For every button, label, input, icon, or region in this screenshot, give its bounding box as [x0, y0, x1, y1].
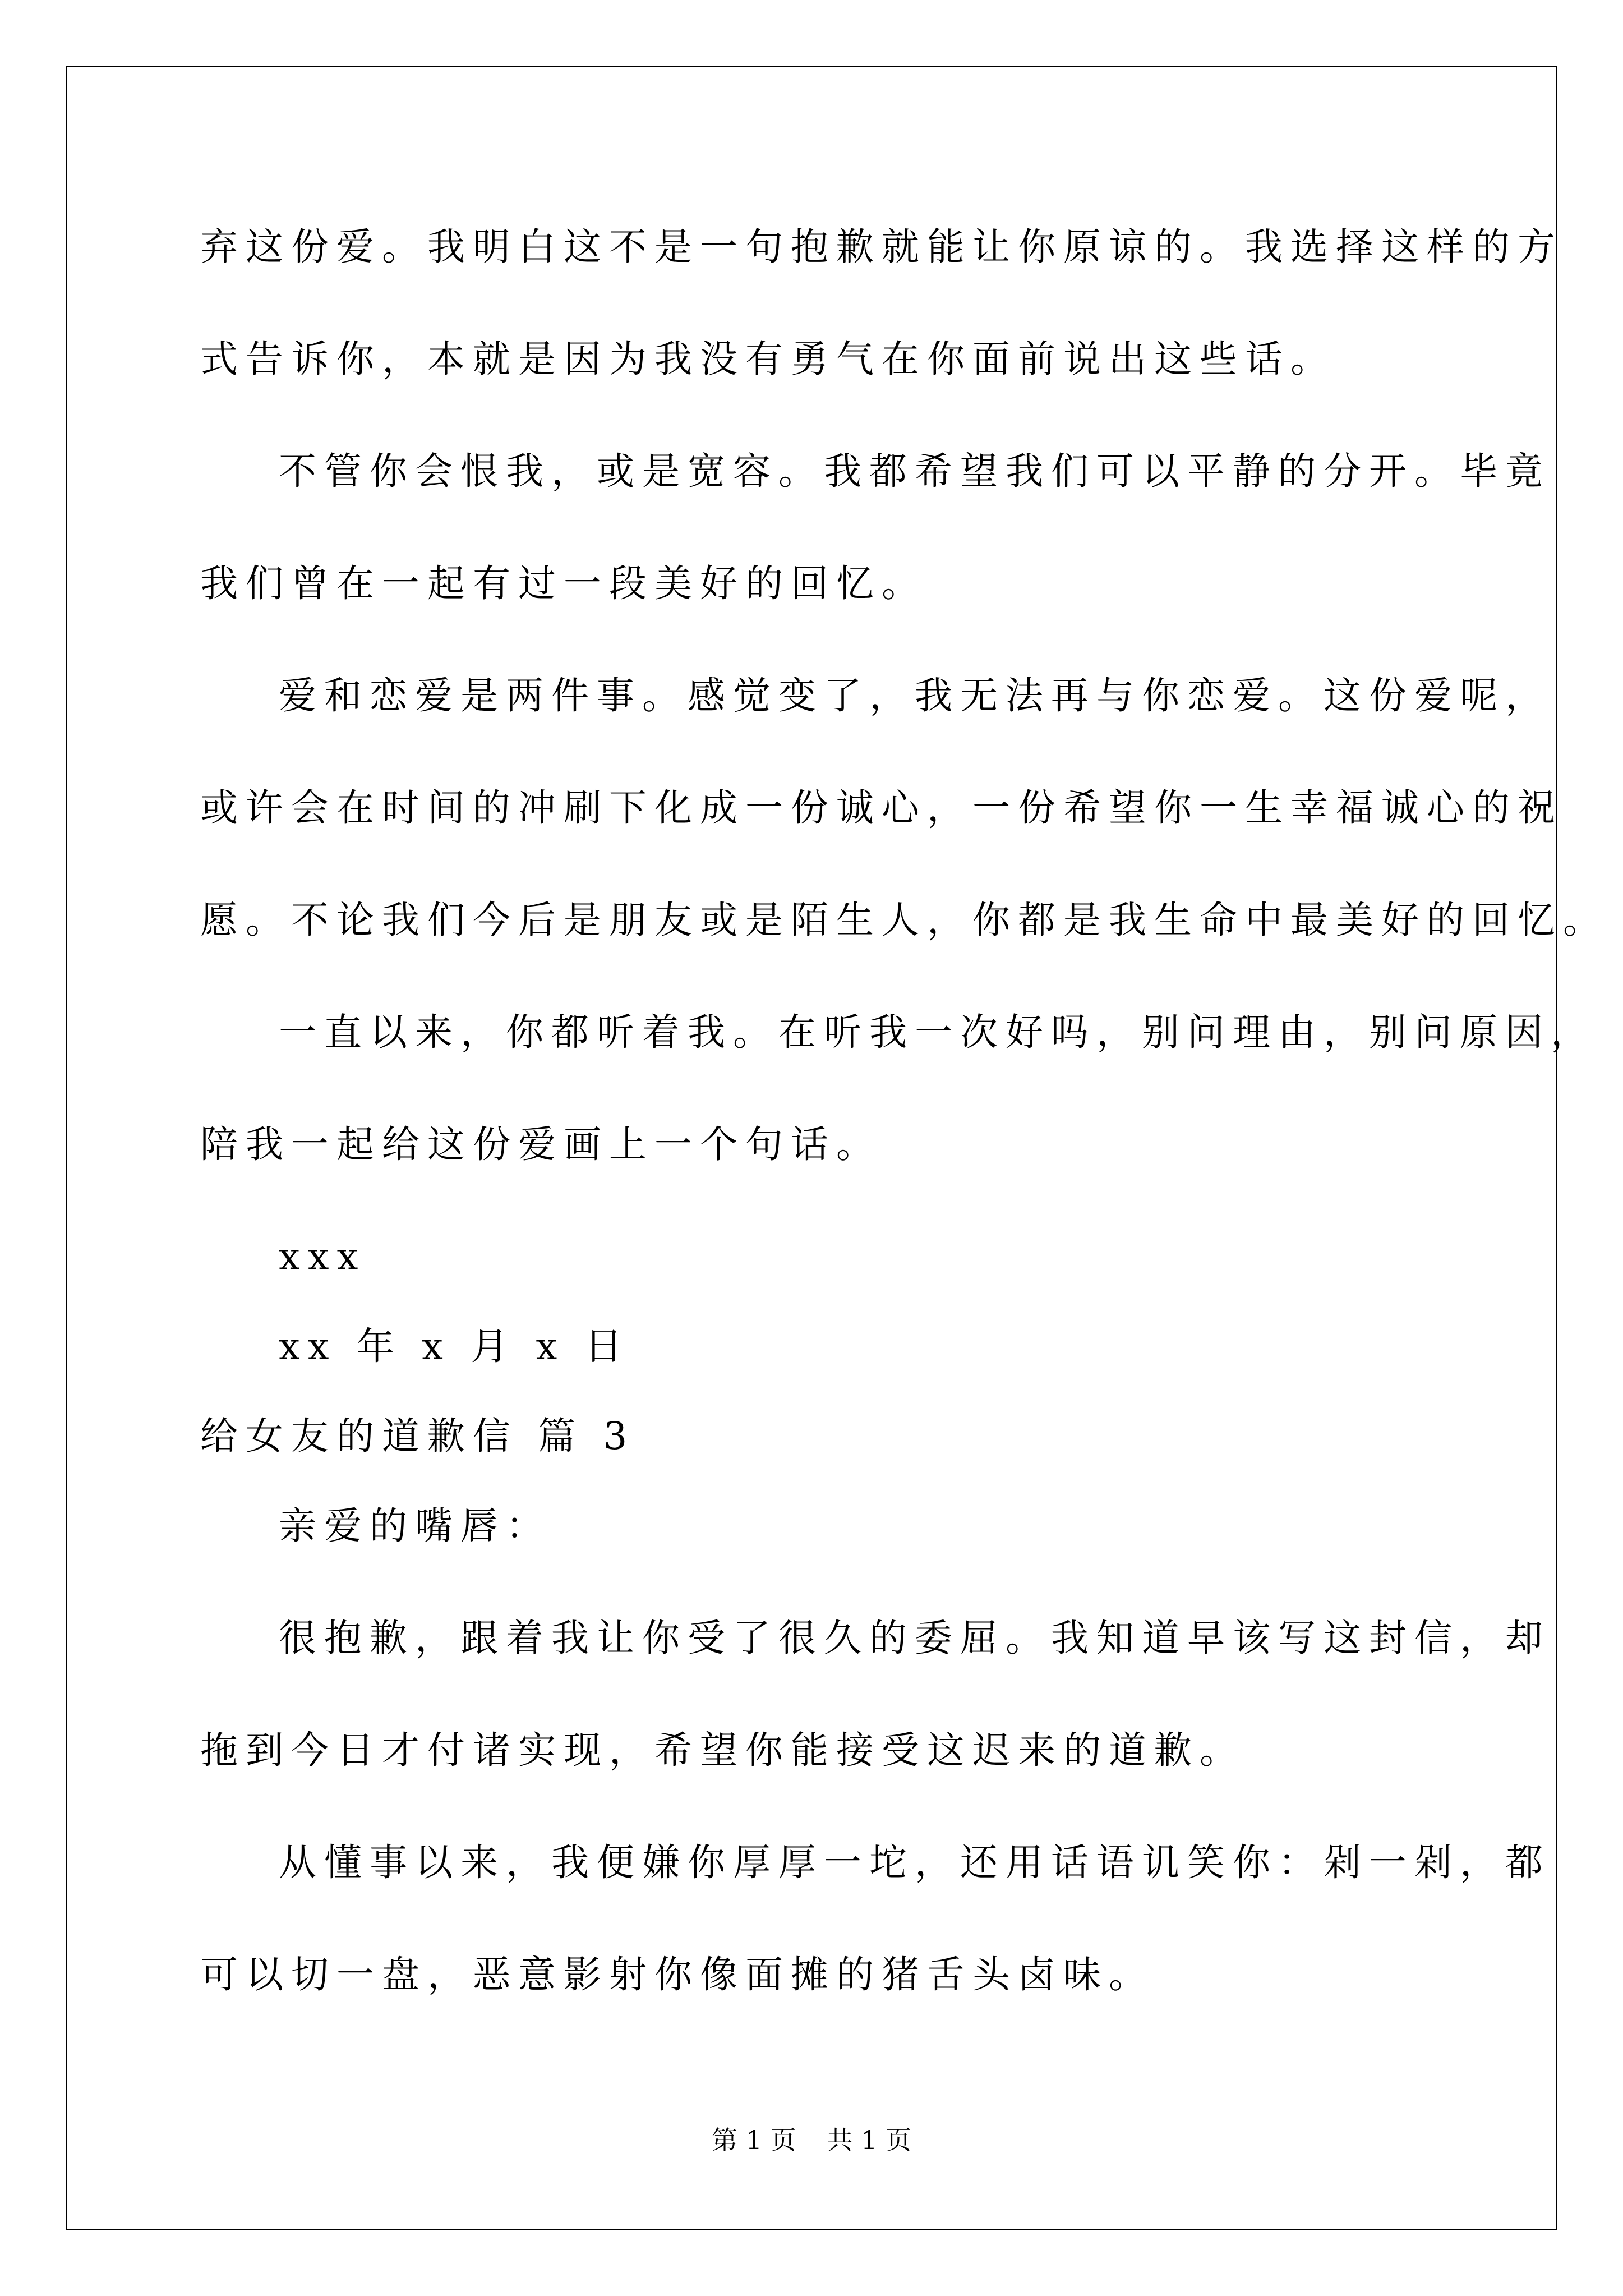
- text-line: 一直以来，你都听着我。在听我一次好吗，别问理由，别问原因，: [279, 1010, 1596, 1054]
- text-line: 陪我一起给这份爱画上一个句话。: [200, 1122, 882, 1166]
- text-line: 式告诉你，本就是因为我没有勇气在你面前说出这些话。: [200, 337, 1336, 381]
- page-total: 共 1 页: [827, 2125, 912, 2155]
- text-line: 或许会在时间的冲刷下化成一份诚心，一份希望你一生幸福诚心的祝: [200, 786, 1563, 830]
- text-line: 拖到今日才付诸实现，希望你能接受这迟来的道歉。: [200, 1728, 1245, 1772]
- text-line: 弃这份爱。我明白这不是一句抱歉就能让你原谅的。我选择这样的方: [200, 225, 1563, 269]
- text-line: 可以切一盘，恶意影射你像面摊的猪舌头卤味。: [200, 1953, 1154, 1996]
- text-line: 从懂事以来，我便嫌你厚厚一坨，还用话语讥笑你：剁一剁，都: [279, 1841, 1551, 1884]
- text-line: 爱和恋爱是两件事。感觉变了，我无法再与你恋爱。这份爱呢，: [279, 674, 1551, 717]
- text-line: 我们曾在一起有过一段美好的回忆。: [200, 562, 927, 605]
- salutation: 亲爱的嘴唇：: [279, 1504, 551, 1548]
- date-line: xx 年 x 月 x 日: [279, 1324, 630, 1368]
- letter-body: [200, 216, 1608, 2056]
- text-line: 不管你会恨我，或是宽容。我都希望我们可以平静的分开。毕竟: [279, 449, 1551, 493]
- text-line: 愿。不论我们今后是朋友或是陌生人，你都是我生命中最美好的回忆。: [200, 898, 1608, 942]
- page-footer: [0, 2123, 1623, 2157]
- text-line: 很抱歉，跟着我让你受了很久的委屈。我知道早该写这封信，却: [279, 1616, 1551, 1660]
- page-number: 第 1 页: [711, 2125, 796, 2155]
- signature: xxx: [279, 1235, 366, 1278]
- section-heading: 给女友的道歉信 篇 3: [200, 1414, 635, 1458]
